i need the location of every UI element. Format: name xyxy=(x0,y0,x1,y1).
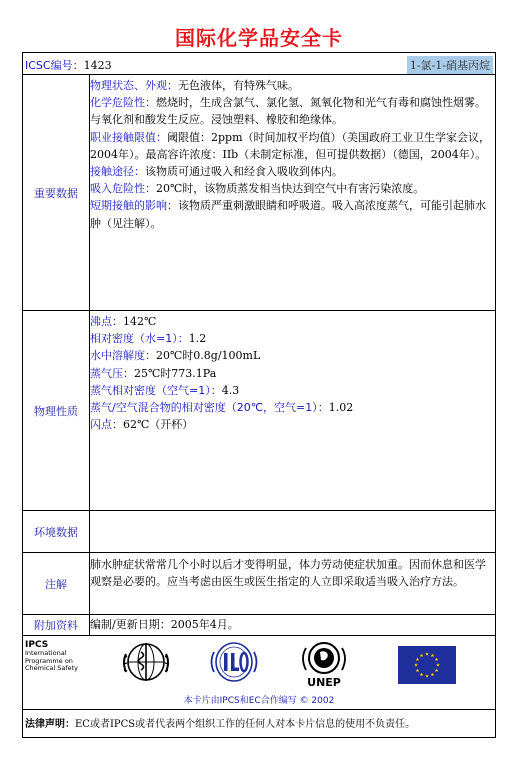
property-item xyxy=(90,313,493,330)
property-key: 物理状态、外观： xyxy=(90,79,178,92)
ipcs-block xyxy=(25,640,85,673)
legal-text: EC或者IPCS或者代表两个组织工作的任何人对本卡片信息的使用不负责任。 xyxy=(75,719,416,730)
property-item xyxy=(90,94,493,128)
chemical-name-badge: 1-氯-1-硝基丙烷 xyxy=(407,56,493,74)
notes-content: 肺水肿症状常常几个小时以后才变得明显，体力劳动使症状加重。因而休息和医学观察是必要的。应当考虑由医生或医生指定的人立即采取适当吸入治疗方法。 xyxy=(90,558,486,589)
property-key: 短期接触的影响： xyxy=(90,199,178,213)
property-item xyxy=(90,163,493,180)
property-key: 接触途径： xyxy=(90,165,145,179)
property-key: 职业接触限值： xyxy=(90,130,167,144)
section-label-additional: 附加资料 xyxy=(23,615,90,635)
property-item xyxy=(90,365,493,382)
copyright-notice: 本卡片由IPCS和EC合作编写 © 2002 xyxy=(183,696,335,706)
property-item xyxy=(90,347,493,364)
property-value: 20℃时0.8g/100mL xyxy=(156,349,261,363)
property-item xyxy=(90,330,493,347)
property-value: 无色液体，有特殊气味。 xyxy=(178,79,299,92)
card-title: 国际化学品安全卡 xyxy=(175,26,343,50)
additional-content: 编制/更新日期：2005年4月。 xyxy=(90,618,239,631)
logo-row xyxy=(23,636,495,710)
property-value: 20℃时，该物质蒸发相当快达到空气中有害污染浓度。 xyxy=(156,182,425,196)
icsc-value: 1423 xyxy=(83,59,112,72)
section-environment xyxy=(23,511,495,553)
property-value: 燃烧时，生成含氯气、氯化氢、氮氧化物和光气有毒和腐蚀性烟雾。与氧化剂和酸发生反应。浸蚀塑料、橡胶和绝缘体。 xyxy=(90,96,486,127)
eu-flag-icon xyxy=(398,646,456,684)
property-item xyxy=(90,416,493,433)
property-value: 该物质严重刺激眼睛和呼吸道。吸入高浓度蒸气，可能引起肺水肿（见注解）。 xyxy=(90,199,486,230)
property-item xyxy=(90,129,493,163)
section-physical xyxy=(23,311,495,511)
physical-content xyxy=(90,313,493,433)
important-content xyxy=(90,77,493,232)
section-label-environment: 环境数据 xyxy=(23,511,90,552)
property-value: 1.02 xyxy=(328,401,354,415)
section-notes xyxy=(23,553,495,615)
legal-label: 法律声明： xyxy=(25,719,75,730)
property-item xyxy=(90,399,493,416)
property-item xyxy=(90,382,493,399)
property-key: 水中溶解度： xyxy=(90,349,156,363)
unep-emblem-icon xyxy=(296,638,352,692)
unep-label: UNEP xyxy=(307,676,341,689)
ipcs-line1: International xyxy=(25,649,67,657)
property-key: 沸点： xyxy=(90,315,123,328)
property-value: 阈限值：2ppm（时间加权平均值）（美国政府工业卫生学家会议，2004年）。最高容许浓度：IIb（未制定标准，但可提供数据）（德国，2004年）。 xyxy=(90,130,491,161)
section-label-physical: 物理性质 xyxy=(23,311,90,510)
property-item xyxy=(90,77,493,94)
property-key: 相对密度（水=1）： xyxy=(90,332,189,346)
section-additional xyxy=(23,615,495,636)
ipcs-line3: Chemical Safety xyxy=(25,664,79,672)
property-key: 蒸气/空气混合物的相对密度（20℃，空气=1）： xyxy=(90,401,329,415)
property-item xyxy=(90,197,493,231)
icsc-row xyxy=(23,53,495,75)
property-value: 25℃时773.1Pa xyxy=(134,366,217,380)
who-emblem-icon xyxy=(120,640,172,684)
property-key: 吸入危险性： xyxy=(90,182,156,196)
property-key: 闪点： xyxy=(90,418,123,432)
property-key: 蒸气压： xyxy=(90,366,134,380)
ilo-emblem-icon xyxy=(208,640,260,684)
property-value: 142℃ xyxy=(123,315,157,328)
ipcs-line2: Programme on xyxy=(25,656,73,665)
property-key: 化学危险性： xyxy=(90,96,156,110)
section-important xyxy=(23,75,495,311)
section-label-important: 重要数据 xyxy=(23,75,90,310)
icsc-number xyxy=(25,57,112,73)
safety-card xyxy=(22,52,496,738)
icsc-label: ICSC编号： xyxy=(25,59,84,72)
property-value: 4.3 xyxy=(221,383,240,397)
section-label-notes: 注解 xyxy=(23,553,90,614)
ipcs-abbr: IPCS xyxy=(25,640,49,650)
property-value: 该物质可通过吸入和经食入吸收到体内。 xyxy=(145,165,343,179)
property-item xyxy=(90,180,493,197)
legal-row xyxy=(23,710,495,737)
property-key: 蒸气相对密度（空气=1）： xyxy=(90,383,222,397)
property-value: 1.2 xyxy=(188,332,207,346)
cropped-header-text xyxy=(0,0,518,6)
property-value: 62℃（开杯） xyxy=(123,418,194,432)
legal-notice xyxy=(25,715,415,730)
